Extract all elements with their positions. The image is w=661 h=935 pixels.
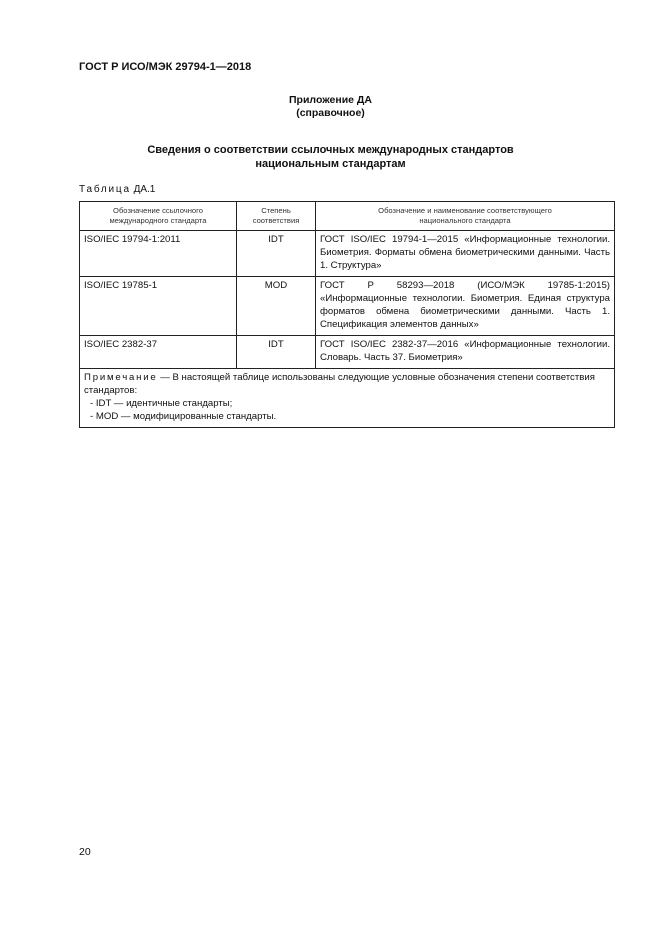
column-header-standard-line1: Обозначение ссылочного [113, 206, 203, 215]
column-header-degree-line1: Степень [261, 206, 291, 215]
note-label: Примечание [84, 372, 158, 383]
column-header-degree [237, 202, 316, 231]
cell-degree: IDT [237, 231, 316, 277]
correspondence-table [79, 201, 615, 428]
appendix-subtitle: (справочное) [296, 107, 365, 119]
cell-national: ГОСТ Р 58293—2018 (ИСО/МЭК 19785-1:2015) «Информационные технологии. Биометрия. Единая структура форматов обмена биометрическими данными. Часть 1. Спецификация элементов данных» [316, 277, 615, 336]
cell-national: ГОСТ ISO/IEC 2382-37—2016 «Информационные технологии. Словарь. Часть 37. Биометрия» [316, 336, 615, 369]
appendix-block [0, 94, 661, 120]
column-header-national [316, 202, 615, 231]
note-item-idt: - IDT — идентичные стандарты; [90, 398, 233, 409]
cell-degree: MOD [237, 277, 316, 336]
column-header-degree-line2: соответствия [252, 216, 300, 225]
table-row [80, 336, 615, 369]
note-item-mod: - MOD — модифицированные стандарты. [90, 411, 277, 422]
note-text [84, 371, 610, 397]
appendix-heading-line1: Сведения о соответствии ссылочных международных стандартов [147, 144, 514, 156]
appendix-title: Приложение ДА [289, 94, 372, 106]
column-header-national-line1: Обозначение и наименование соответствующего [378, 206, 552, 215]
column-header-standard [80, 202, 237, 231]
column-header-national-line2: национального стандарта [419, 216, 511, 225]
table-header-row [80, 202, 615, 231]
appendix-heading [0, 143, 661, 171]
table-row [80, 231, 615, 277]
appendix-heading-line2: национальным стандартам [255, 158, 406, 170]
document-code: ГОСТ Р ИСО/МЭК 29794-1—2018 [79, 61, 252, 73]
cell-standard: ISO/IEC 19785-1 [80, 277, 237, 336]
column-header-standard-line2: международного стандарта [109, 216, 207, 225]
page-number: 20 [79, 846, 91, 858]
table-note [80, 369, 615, 428]
table-row [80, 277, 615, 336]
cell-standard: ISO/IEC 2382-37 [80, 336, 237, 369]
cell-standard: ISO/IEC 19794-1:2011 [80, 231, 237, 277]
table-note-row [80, 369, 615, 428]
cell-degree: IDT [237, 336, 316, 369]
table-label-number: ДА.1 [130, 184, 156, 195]
cell-national: ГОСТ ISO/IEC 19794-1—2015 «Информационные технологии. Биометрия. Форматы обмена биометрическими данными. Часть 1. Структура» [316, 231, 615, 277]
note-body: — В настоящей таблице использованы следующие условные обозначения степени соответствия стандартов: [84, 372, 595, 396]
table-label-word: Таблица [79, 184, 131, 195]
table-label [79, 184, 155, 195]
